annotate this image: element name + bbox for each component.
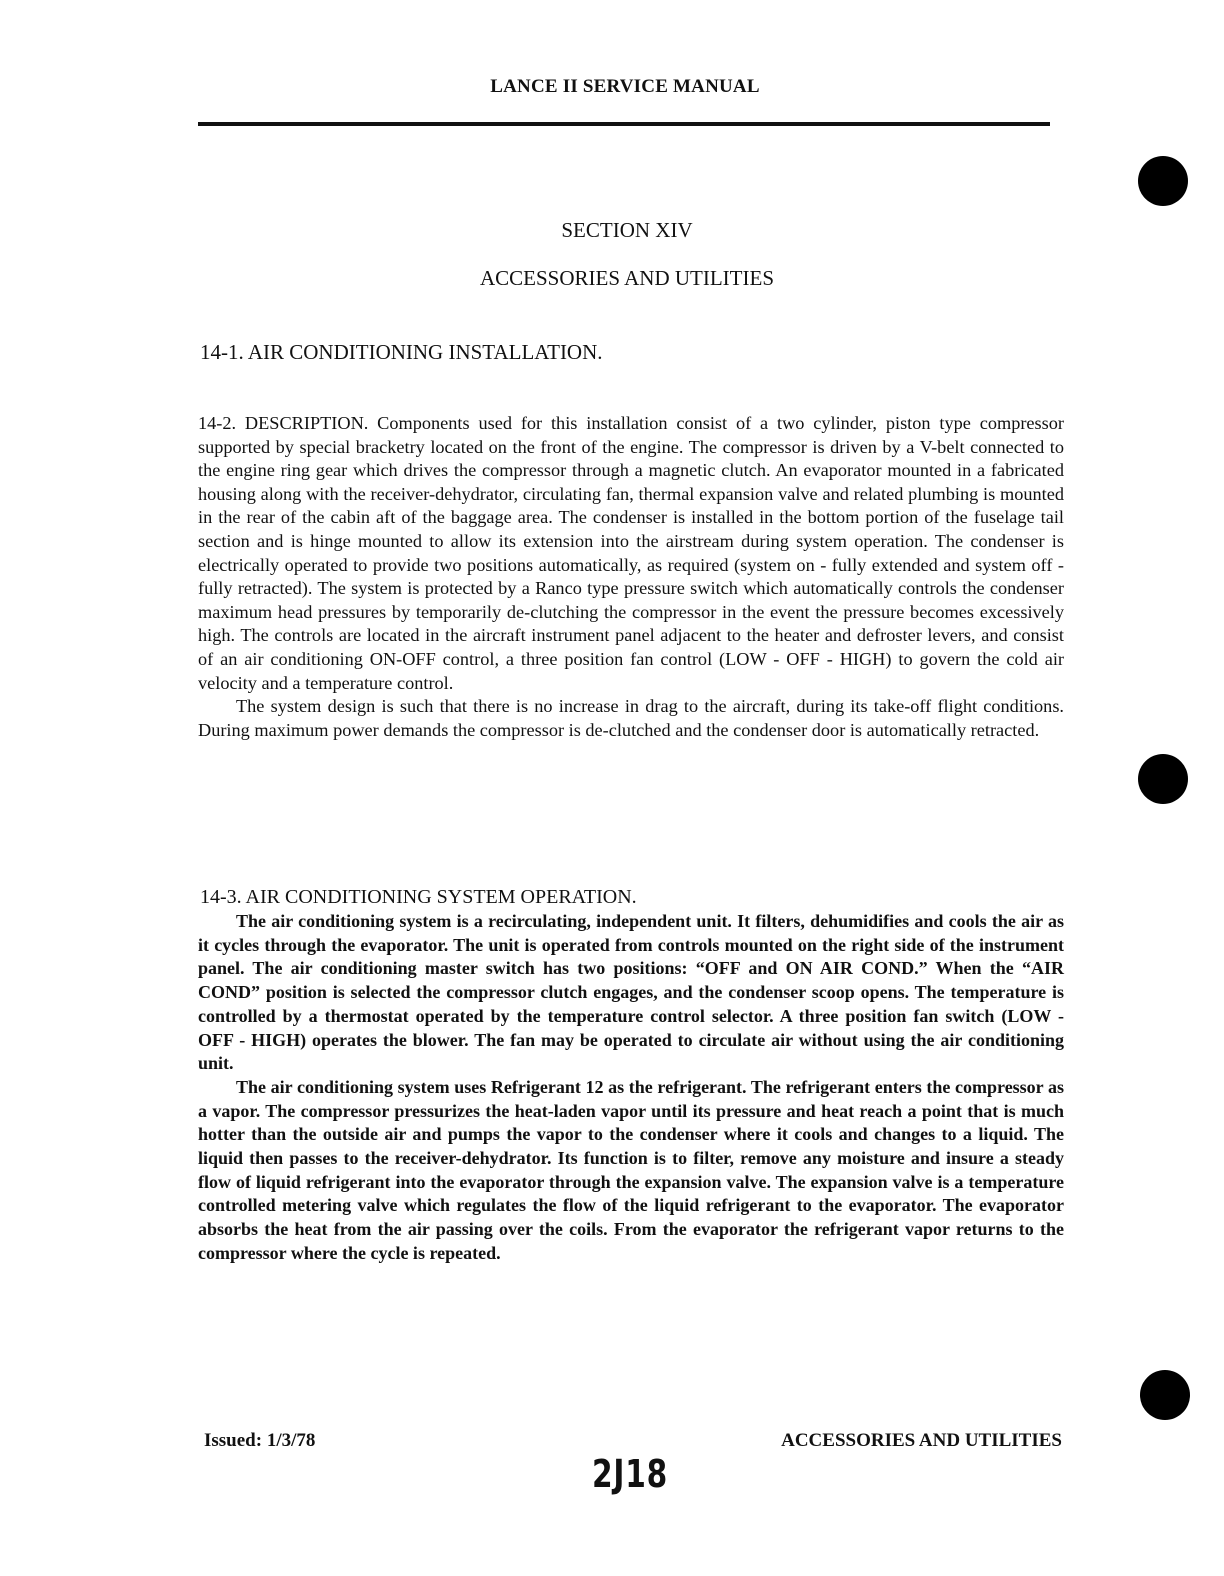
punch-hole-bottom <box>1140 1370 1190 1420</box>
header-rule <box>198 122 1050 126</box>
description-paragraph: The system design is such that there is no increase in drag to the aircraft, during its take-off flight conditions. During maximum power demands the compressor is de-clutched and the condenser door is automatically retracted. <box>198 696 1064 740</box>
section-title: ACCESSORIES AND UTILITIES <box>479 266 774 290</box>
description-paragraph: 14-2. DESCRIPTION. Components used for this installation consist of a two cylinder, piston type compressor supported by special bracketry located on the front of the engine. The compressor is driven by a V-belt connected to the engine ring gear which drives the compressor through a magnetic clutch. An evaporator mounted in a fabricated housing along with the receiver-dehydrator, circulating fan, thermal expansion valve and related plumbing is mounted in the rear of the cabin aft of the baggage area. The condenser is installed in the bottom portion of the fuselage tail section and is hinge mounted to allow its extension into the airstream during system operation. The condenser is electrically operated to provide two positions automatically, as required (system on - fully extended and system off - fully retracted). The system is protected by a Ranco type pressure switch which automatically controls the condenser maximum head pressures by temporarily de-clutching the compressor in the event the pressure becomes excessively high. The controls are located in the aircraft instrument panel adjacent to the heater and defroster levers, and consist of an air conditioning ON-OFF control, a three position fan control (LOW - OFF - HIGH) to govern the cold air velocity and a temperature control. <box>198 413 1064 693</box>
heading-installation: 14-1. AIR CONDITIONING INSTALLATION. <box>200 340 603 364</box>
punch-hole-top <box>1138 156 1188 206</box>
operation-paragraph: The air conditioning system uses Refrigerant 12 as the refrigerant. The refrigerant enters the compressor as a vapor. The compressor pressurizes the heat-laden vapor until its pressure and heat reach a point that is much hotter than the outside air and pumps the vapor to the condenser where it cools and changes to a liquid. The liquid then passes to the receiver-dehydrator. Its function is to filter, remove any moisture and insure a steady flow of liquid refrigerant into the evaporator through the expansion valve. The expansion valve is a temperature controlled metering valve which regulates the flow of the liquid refrigerant to the evaporator. The evaporator absorbs the heat from the air passing over the coils. From the evaporator the refrigerant vapor returns to the compressor where the cycle is repeated. <box>198 1076 1064 1263</box>
operation-paragraph: The air conditioning system is a recirculating, independent unit. It filters, dehumidifies and cools the air as it cycles through the evaporator. The unit is operated from controls mounted on the right side of the instrument panel. The air conditioning master switch has two positions: “OFF and ON AIR COND.” When the “AIR COND” position is selected the compressor clutch engages, and the condenser scoop opens. The temperature is controlled by a thermostat operated by the temperature control selector. A three position fan switch (LOW - OFF - HIGH) operates the blower. The fan may be operated to circulate air without using the air conditioning unit. <box>198 911 1064 1074</box>
section-number: SECTION XIV <box>561 218 693 242</box>
manual-title: LANCE II SERVICE MANUAL <box>490 76 760 97</box>
description-block <box>198 412 1064 742</box>
footer-section-name: ACCESSORIES AND UTILITIES <box>781 1430 1062 1451</box>
page-code: 2J18 <box>592 1452 669 1496</box>
punch-hole-middle <box>1138 754 1188 804</box>
heading-operation: 14-3. AIR CONDITIONING SYSTEM OPERATION. <box>200 886 637 908</box>
issued-date: Issued: 1/3/78 <box>204 1430 316 1451</box>
operation-block <box>198 910 1064 1266</box>
